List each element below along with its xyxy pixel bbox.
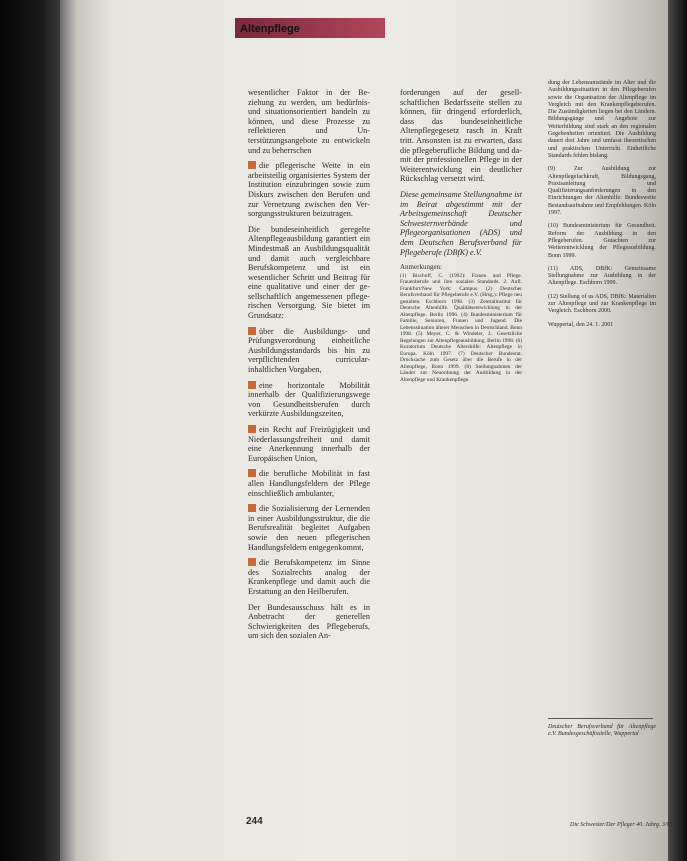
bullet-square-icon [248, 425, 256, 433]
paragraph: wesentlicher Faktor in der Beziehung zu werden, um bedürfnis- und situationsorientiert handeln zu können, und diese Prozesse zu reflektieren und Unterstützungsangebote zu entwickeln und zu beherrschen [248, 88, 370, 155]
section-title: Altenpflege [240, 23, 300, 35]
book-gutter [60, 0, 80, 861]
paragraph: Die bundeseinheitlich geregelte Altenpflegeausbildung garantiert ein Mindestmaß an Ausbildungsqualität und damit auch vergleichbare Berufskompetenz und ist ein wesentlicher Schritt und Beitrag für eine qualitative und einer der gesellschaftlich angemessenen pflegerischen Versorgung. Sie bietet im Grundsatz: [248, 224, 370, 321]
text-column-2 [400, 88, 522, 383]
paragraph: Der Bundesausschuss hält es in Anbetracht der generellen Schwierigkeiten des Pflegeberufs, um sich den sozialen An- [248, 602, 370, 641]
text-column-1 [248, 88, 370, 647]
bullet-square-icon [248, 504, 256, 512]
reference: (11) ADS, DBfK: Gemeinsame Stellungnahme zur Ausbildung in der Altenpflege. Eschborn 1999. [548, 265, 656, 287]
bullet-item: die Berufskompetenz im Sinne des Sozialrechts analog der Krankenpflege und damit auch die Erstattung an den Heilberufen. [248, 558, 370, 596]
bullet-square-icon [248, 558, 256, 566]
text-column-3 [548, 80, 656, 335]
bullet-item: über die Ausbildungs- und Prüfungsverordnung einheitliche Ausbildungsstandards bis hin zu verpflichtenden curricular-inhaltlichen Vorgaben, [248, 326, 370, 375]
address-text: Deutscher Berufsverband für Altenpflege e.V. Bundesgeschäftsstelle, Wuppertal [548, 724, 656, 738]
divider [548, 718, 653, 719]
bullet-item: die Sozialisierung der Lernenden in einer Ausbildungsstruktur, die die Berufsrealität begleitet Aufgaben sowie den neuen pflegerischen Handlungsfeldern entgegenkommt, [248, 504, 370, 552]
book-edge-right [668, 0, 687, 861]
page-number: 244 [246, 816, 263, 827]
bullet-item: die pflegerische Weite in ein arbeitsteilig organisiertes System der Institution einzubringen sowie zum Diskurs zwischen den Berufen und zur Vernetzung zwischen den Versorgungsstrukturen beizutragen. [248, 161, 370, 219]
paragraph: forderungen auf der gesellschaftlichen Bedarfsseite stellen zu können, für dringend erforderlich, dass das bundeseinheitliche Altenpflegegesetz rasch in Kraft tritt. Ansonsten ist zu erwarten, dass die pflegeberufliche Bildung und damit der professionellen Pflege in der Weiterentwicklung ein deutlicher Rückschlag versetzt wird. [400, 88, 522, 184]
reference: (10) Bundesministerium für Gesundheit. Reform der Ausbildung in den Pflegeberufen. Gutachten zur Weiterentwicklung der Pflegeausbildung. Bonn 1999. [548, 223, 656, 259]
book-edge-left [0, 0, 60, 861]
statement-italic: Diese gemeinsame Stellungnahme ist im Beirat abgestimmt mit der Arbeitsgemeinschaft Deutscher Schwesternverbände und Pflegeorganisationen (ADS) und dem Deutschen Berufsverband für Pflegeberufe (DBfK) e.V. [400, 189, 522, 257]
bullet-square-icon [248, 327, 256, 335]
reference: (9) Zur Ausbildung zur Altenpflegefachkraft, Bildungsgang, Praxisanleitung und Qualifizierungsanforderungen in den Einrichtungen der Altenhilfe: Bundesweite Bestandsaufnahme und Empfehlungen. Köln 1997. [548, 166, 656, 217]
bullet-square-icon [248, 469, 256, 477]
bullet-item: ein Recht auf Freizügigkeit und Niederlassungsfreiheit und damit eine Anerkennung innerhalb der Europäischen Union, [248, 425, 370, 463]
bullet-item: die berufliche Mobilität in fast allen Handlungsfeldern der Pflege einschließlich ambulanter, [248, 469, 370, 498]
bullet-item: eine horizontale Mobilität innerhalb der Qualifizierungswege von Gesundheitsberufen durch verkürzte Ausbildungszeiten, [248, 380, 370, 419]
bullet-square-icon [248, 381, 256, 389]
address-block [548, 724, 656, 745]
paragraph: dung der Lebensumstände im Alter und die Ausbildungssituation in den Pflegeberufen sowie die Organisation der Altenpflege im Vergleich mit den Krankenpflegeberufen. Die Zuständigkeiten liegen bei den Ländern. Bildungsgänge und Angebote zur Weiterbildung sind stark an den regionalen Gegebenheiten orientiert. Die Ausbildung dauert drei Jahre und umfasst theoretischen und praktischen Unterricht. Einheitliche Standards fehlen bislang. [548, 80, 656, 159]
date-line: Wuppertal, den 24. 1. 2001 [548, 321, 614, 328]
bullet-square-icon [248, 161, 256, 169]
notes-text: (1) Bischoff, C. (1992): Frauen und Pflege. Frauenberufe und ihre sozialen Standards. 2. Aufl. Frankfurt/New York: Campus. (2) Deutscher Berufsverband für Pflegeberufe e.V. (Hrsg.): Pflege neu gestalten. Eschborn 1998. (3) Zentralinstitut für Deutsche Altenhilfe. Qualitätsentwicklung in der Altenpflege. Berlin 1996. (4) Bundesministerium für Familie, Senioren, Frauen und Jugend. Die Lebenssituation älterer Menschen in Deutschland. Bonn 1998. (5) Meyer, C. & Windeler, J.: Gesetzliche Regelungen zur Altenpflegeausbildung. Berlin 1998. (6) Kuratorium Deutsche Altershilfe: Altenpflege in Europa. Köln 1997. (7) Deutscher Bundesrat. Drucksache zum Gesetz über die Berufe in der Altenpflege, Bonn 1999. (8) Stellungnahmen der Länder zur Neuordnung der Ausbildung in der Altenpflege und Krankenpflege. [400, 272, 522, 383]
notes-heading: Anmerkungen: [400, 263, 442, 272]
reference: (12) Stellung of us ADS, DBfK: Materialien zur Altenpflege und zur Krankenpflege im Vergleich. Eschborn 2000. [548, 293, 656, 315]
journal-footer: Die Schwester/Der Pfleger 40. Jahrg. 3/01 [570, 822, 673, 828]
